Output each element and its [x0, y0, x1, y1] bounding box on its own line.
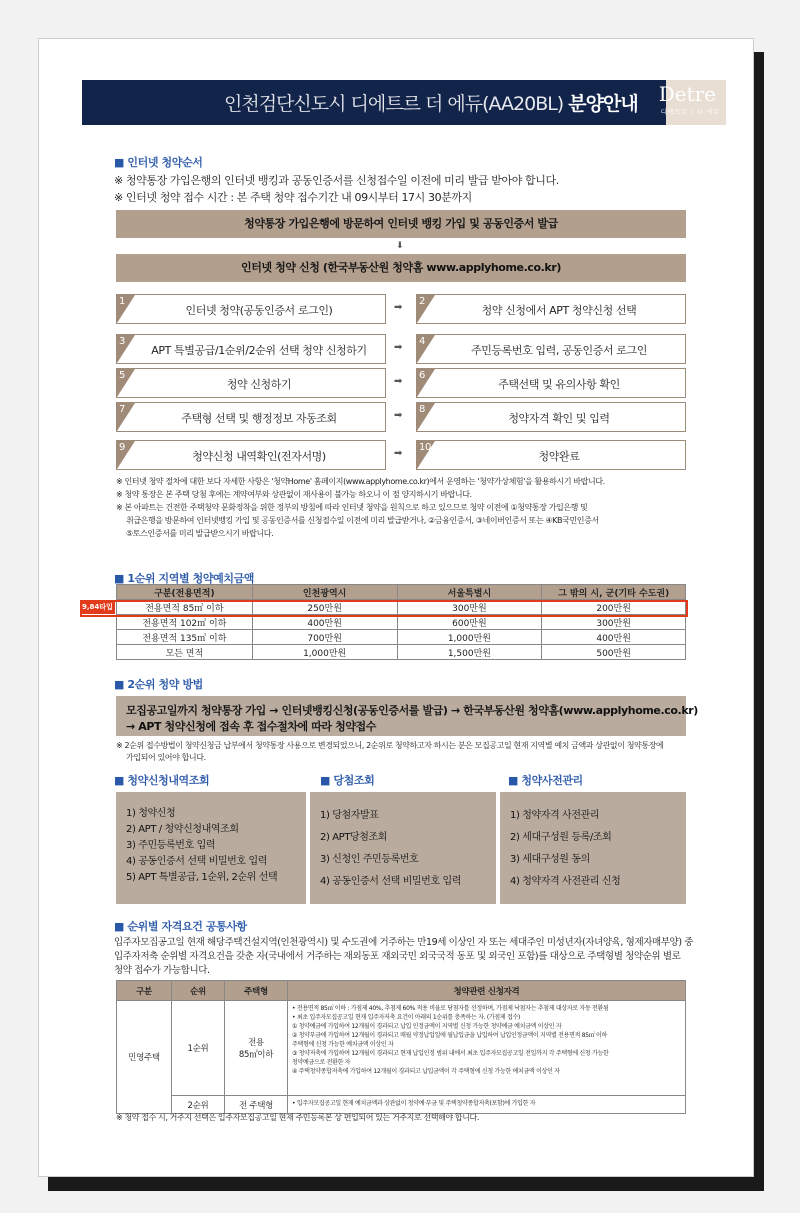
table-row: 전용면적 135㎡ 이하 700만원 1,000만원 400만원 [117, 630, 686, 645]
step-6: 6 주택선택 및 유의사항 확인 [416, 368, 686, 398]
document-page [48, 48, 742, 1165]
column-box-history: 1) 청약신청 2) APT / 청약신청내역조회 3) 주민등록번호 입력 4) 공동인증서 선택 비밀번호 입력 5) APT 특별공급, 1순위, 2순위 선택 [116, 792, 306, 904]
section-heading-qualification: ■ 순위별 자격요건 공통사항 [114, 920, 247, 933]
page-title: 인천검단신도시 디에트르 더 에듀(AA20BL) 분양안내 [224, 93, 638, 115]
column-box-precheck: 1) 청약자격 사전관리 2) 세대구성원 등록/조회 3) 세대구성원 동의 4) 청약자격 사전관리 신청 [500, 792, 686, 904]
brand-subtitle: 디에트르 | 더 에듀 [660, 109, 720, 116]
table-row: 2순위 전 주택형 • 입주자모집공고일 현재 예치금액과 상관없이 청약예·부금 및 주택청약종합저축(포함)에 가입한 자 [117, 1096, 686, 1114]
right-arrow-icon: ➡ [394, 410, 403, 421]
column-heading-history: ■ 청약신청내역조회 [114, 774, 210, 787]
table-header-row: 구분 순위 주택형 청약관련 신청자격 [117, 981, 686, 1001]
deposit-table [116, 584, 686, 660]
table-header-row: 구분(전용면적) 인천광역시 서울특별시 그 밖의 시, 군(기타 수도권) [117, 585, 686, 600]
qual-paragraph-2: 입주자저축 순위별 자격요건을 갖춘 자(국내에서 거주하는 재외동포 재외국민 외국국적 동포 및 외국인 포함)를 대상으로 주택형별 청약순위 별로 [114, 951, 681, 962]
column-box-winner: 1) 당첨자발표 2) APT당첨조회 3) 신청인 주민등록번호 4) 공동인증서 선택 비밀번호 입력 [310, 792, 496, 904]
step-8: 8 청약자격 확인 및 입력 [416, 402, 686, 432]
table-row: 모든 면적 1,000만원 1,500만원 500만원 [117, 645, 686, 660]
online-footnote-2: ※ 청약 통장은 본 주택 당첨 후에는 계약여부와 상관없이 재사용이 불가능 하오니 이 점 양지하시기 바랍니다. [116, 490, 472, 499]
qualification-table [116, 980, 686, 1114]
rank1-description: • 전용면적 85㎡ 이하 : 가점제 40%, 추첨제 60% 적용 비율로 당첨자를 선정하며, 가점제 낙첨자는 추첨제 대상자로 자동 전환됨 • 최초 입주자모집공고일 현재 입주자저축 요건이 아래의 1순위를 충족하는 자. (가점제 접수) ① 청약예금에 가입하여 12개월이 경과되고 납입 인정금액이 지역별 신청 가능한 청약예금 예치금액 이상인 자 ② 청약부금에 가입하여 12개월이 경과되고 매월 약정납입일에 월납입금을 납입하여 납입인정금액이 지역별 전용면적 85㎡ 이하 주택형에 신청 가능한 예치금액 이상인 자 ③ 청약저축에 가입하여 12개월이 경과되고 현재 납입인정 범위 내에서 최초 입주자모집공고일 전일까지 각 주택형에 신청 가능한 청약예금으로 전환한 자 ④ 주택청약종합저축에 가입하여 12개월이 경과되고 납입금액이 각 주택형에 신청 가능한 예치금액 이상인 자 [288, 1001, 686, 1096]
header-banner [82, 80, 726, 125]
step-9: 9 청약신청 내역확인(전자서명) [116, 440, 386, 470]
step-2: 2 청약 신청에서 APT 청약신청 선택 [416, 294, 686, 324]
right-arrow-icon: ➡ [394, 376, 403, 387]
qual-paragraph-3: 청약 접수가 가능합니다. [114, 965, 210, 976]
table-row: 전용면적 102㎡ 이하 400만원 600만원 300만원 [117, 615, 686, 630]
flow-bar-apply: 인터넷 청약 신청 (한국부동산원 청약홈 www.applyhome.co.kr) [116, 254, 686, 282]
highlight-row-outline [80, 600, 688, 617]
online-note-1: ※ 청약통장 가입은행의 인터넷 뱅킹과 공동인증서를 신청접수일 이전에 미리 발급 받아야 합니다. [114, 174, 559, 187]
second-note-b: 가입되어 있어야 합니다. [126, 753, 206, 762]
second-rank-box: 모집공고일까지 청약통장 가입 → 인터넷뱅킹신청(공동인증서를 발급) → 한국부동산원 청약홈(www.applyhome.co.kr) → APT 청약신청에 접속 후 접수절차에 따라 청약접수 [116, 696, 686, 736]
brand-logo: Detre [658, 82, 716, 106]
section-heading-second: ■ 2순위 청약 방법 [114, 678, 203, 691]
section-heading-online: ■ 인터넷 청약순서 [114, 156, 203, 169]
column-heading-precheck: ■ 청약사전관리 [508, 774, 583, 787]
qual-paragraph-1: 입주자모집공고일 현재 해당주택건설지역(인천광역시) 및 수도권에 거주하는 만19세 이상인 자 또는 세대주인 미성년자(자녀양육, 형제자매부양) 중 [114, 937, 694, 948]
online-footnote-3a: ※ 본 아파트는 건전한 주택청약 문화정착을 위한 정부의 방침에 따라 인터넷 청약을 원칙으로 하고 있으므로 청약 이전에 ①청약통장 가입은행 및 [116, 503, 588, 512]
step-3: 3 APT 특별공급/1순위/2순위 선택 청약 신청하기 [116, 334, 386, 364]
online-footnote-1: ※ 인터넷 청약 절차에 대한 보다 자세한 사항은 '청약Home' 홈페이지(www.applyhome.co.kr)에서 운영하는 '청약가상체험'을 활용하시기 바랍니다. [116, 477, 605, 486]
step-5: 5 청약 신청하기 [116, 368, 386, 398]
qual-footer-note: ※ 청약 접수 시, 거주지 선택은 입주자모집공고일 현재 주민등록본 상 편입되어 있는 거주지로 선택해야 합니다. [116, 1113, 480, 1122]
table-row: 전용면적 85㎡ 이하 250만원 300만원 200만원 [117, 600, 686, 615]
down-arrow-icon: ⬇ [396, 241, 404, 251]
second-note-a: ※ 2순위 접수방법이 청약신청금 납부에서 청약통장 사용으로 변경되었으니, 2순위로 청약하고자 하시는 분은 모집공고일 현재 지역별 예치 금액과 상관없이 청약통장에 [116, 741, 664, 750]
step-7: 7 주택형 선택 및 행정정보 자동조회 [116, 402, 386, 432]
right-arrow-icon: ➡ [394, 302, 403, 313]
online-footnote-3b: 취급은행을 방문하여 인터넷뱅킹 가입 및 공동인증서를 신청접수일 이전에 미리 발급받거나, ②금융인증서, ③네이버인증서 또는 ④KB국민인증서 [126, 516, 599, 525]
column-heading-winner: ■ 당첨조회 [320, 774, 375, 787]
right-arrow-icon: ➡ [394, 448, 403, 459]
step-10: 10 청약완료 [416, 440, 686, 470]
online-footnote-3c: ⑤토스인증서를 미리 발급받으시기 바랍니다. [126, 529, 274, 538]
step-4: 4 주민등록번호 입력, 공동인증서 로그인 [416, 334, 686, 364]
step-1: 1 인터넷 청약(공동인증서 로그인) [116, 294, 386, 324]
highlight-type-tag: 9,84타입 [80, 600, 115, 614]
table-row: 민영주택 1순위 전용 85㎡이하 • 전용면적 85㎡ 이하 : 가점제 40%, 추첨제 60% 적용 비율로 당첨자를 선정하며, 가점제 낙첨자는 추첨제 대상자로 자동 전환됨 • 최초 입주자모집공고일 현재 입주자저축 요건이 아래의 1순위를 충족하는 자. (가점제 접수) ① 청약예금에 가입하여 12개월이 경과되고 납입 인정금액이 지역별 신청 가능한 청약예금 예치금액 이상인 자 ② 청약부금에 가입하여 12개월이 경과되고 매월 약정납입일에 월납입금을 납입하여 납입인정금액이 지역별 전용면적 85㎡ 이하 주택형에 신청 가능한 예치금액 이상인 자 ③ 청약저축에 가입하여 12개월이 경과되고 현재 납입인정 범위 내에서 최초 입주자모집공고일 전일까지 각 주택형에 신청 가능한 청약예금으로 전환한 자 ④ 주택청약종합저축에 가입하여 12개월이 경과되고 납입금액이 각 주택형에 신청 가능한 예치금액 이상인 자 [117, 1001, 686, 1096]
online-note-2: ※ 인터넷 청약 접수 시간 : 본 주택 청약 접수기간 내 09시부터 17시 30분까지 [114, 191, 472, 204]
right-arrow-icon: ➡ [394, 342, 403, 353]
section-heading-deposit: ■ 1순위 지역별 청약예치금액 [114, 572, 255, 585]
flow-bar-bank: 청약통장 가입은행에 방문하여 인터넷 뱅킹 가입 및 공동인증서 발급 [116, 210, 686, 238]
